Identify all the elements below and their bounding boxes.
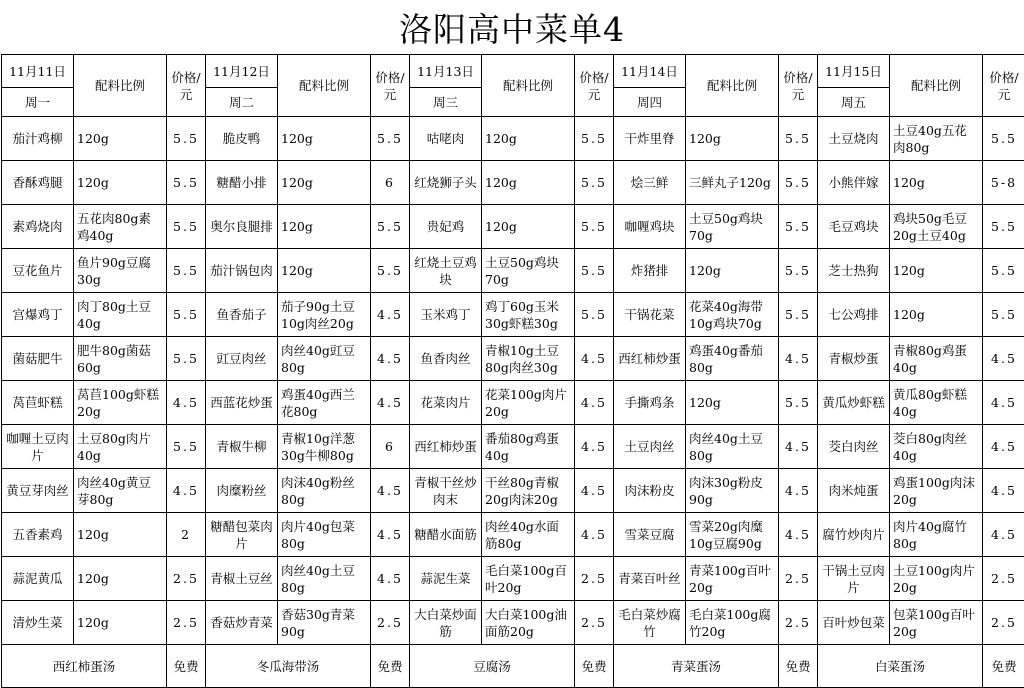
dish-ingredients: 120g	[686, 381, 779, 425]
dish-name: 豇豆肉丝	[206, 337, 278, 381]
soup-name: 西红柿蛋汤	[2, 645, 167, 688]
dish-price: 5-8	[983, 161, 1024, 205]
dish-ingredients: 120g	[278, 249, 371, 293]
table-row	[2, 337, 1024, 381]
dish-ingredients: 土豆50g鸡块70g	[482, 249, 575, 293]
table-row	[2, 513, 1024, 557]
dish-ingredients: 三鲜丸子120g	[686, 161, 779, 205]
dish-name: 贵妃鸡	[410, 205, 482, 249]
table-row	[2, 205, 1024, 249]
dish-ingredients: 茄子90g土豆10g肉丝20g	[278, 293, 371, 337]
dish-name: 糖醋小排	[206, 161, 278, 205]
dish-price: 5.5	[983, 249, 1024, 293]
dish-price: 2.5	[779, 601, 818, 645]
dish-name: 玉米鸡丁	[410, 293, 482, 337]
soup-name: 豆腐汤	[410, 645, 575, 688]
dish-price: 4.5	[575, 513, 614, 557]
day-weekday: 周一	[2, 88, 74, 117]
dish-name: 素鸡烧肉	[2, 205, 74, 249]
menu-table	[1, 54, 1024, 688]
dish-ingredients: 毛白菜100g百叶20g	[482, 557, 575, 601]
ingredients-header: 配料比例	[890, 55, 983, 117]
dish-ingredients: 青椒80g鸡蛋40g	[890, 337, 983, 381]
soup-price: 免费	[167, 645, 206, 688]
dish-ingredients: 毛白菜100g腐竹20g	[686, 601, 779, 645]
dish-price: 2.5	[371, 601, 410, 645]
dish-price: 5.5	[779, 117, 818, 161]
dish-price: 5.5	[167, 293, 206, 337]
dish-ingredients: 120g	[686, 117, 779, 161]
dish-name: 豆花鱼片	[2, 249, 74, 293]
dish-ingredients: 莴苣100g虾糕20g	[74, 381, 167, 425]
dish-ingredients: 鸡蛋100g肉沫20g	[890, 469, 983, 513]
dish-price: 2.5	[983, 557, 1024, 601]
dish-name: 七公鸡排	[818, 293, 890, 337]
dish-name: 茭白肉丝	[818, 425, 890, 469]
table-row	[2, 161, 1024, 205]
dish-name: 小熊伴嫁	[818, 161, 890, 205]
dish-name: 宫爆鸡丁	[2, 293, 74, 337]
dish-ingredients: 肉丝40g黄豆芽80g	[74, 469, 167, 513]
dish-price: 5.5	[167, 205, 206, 249]
dish-price: 5.5	[779, 381, 818, 425]
dish-price: 4.5	[371, 381, 410, 425]
dish-name: 干炸里脊	[614, 117, 686, 161]
table-row	[2, 601, 1024, 645]
dish-ingredients: 肉丝40g水面筋80g	[482, 513, 575, 557]
dish-ingredients: 120g	[74, 557, 167, 601]
dish-price: 4.5	[983, 469, 1024, 513]
dish-price: 2.5	[167, 557, 206, 601]
dish-name: 西红柿炒蛋	[410, 425, 482, 469]
table-row	[2, 117, 1024, 161]
dish-ingredients: 肉丁80g土豆40g	[74, 293, 167, 337]
dish-price: 4.5	[779, 425, 818, 469]
dish-name: 蒜泥黄瓜	[2, 557, 74, 601]
dish-price: 5.5	[779, 161, 818, 205]
dish-ingredients: 番茄80g鸡蛋40g	[482, 425, 575, 469]
dish-price: 6	[371, 161, 410, 205]
price-header: 价格/元	[371, 55, 410, 117]
dish-price: 5.5	[575, 205, 614, 249]
soup-price: 免费	[779, 645, 818, 688]
dish-ingredients: 肉沫30g粉皮90g	[686, 469, 779, 513]
table-row	[2, 249, 1024, 293]
dish-price: 5.5	[983, 293, 1024, 337]
dish-ingredients: 肉丝40g土豆80g	[686, 425, 779, 469]
dish-ingredients: 120g	[74, 161, 167, 205]
day-weekday: 周四	[614, 88, 686, 117]
soup-price: 免费	[983, 645, 1024, 688]
dish-ingredients: 120g	[686, 249, 779, 293]
dish-name: 咕咾肉	[410, 117, 482, 161]
dish-price: 2	[167, 513, 206, 557]
dish-name: 西红柿炒蛋	[614, 337, 686, 381]
dish-name: 黄瓜炒虾糕	[818, 381, 890, 425]
dish-ingredients: 肉丝40g土豆80g	[278, 557, 371, 601]
dish-name: 毛豆鸡块	[818, 205, 890, 249]
dish-name: 红烧土豆鸡块	[410, 249, 482, 293]
dish-price: 5.5	[575, 249, 614, 293]
dish-ingredients: 青菜100g百叶20g	[686, 557, 779, 601]
dish-price: 5.5	[779, 249, 818, 293]
day-date: 11月11日	[2, 55, 74, 88]
dish-name: 肉沫粉皮	[614, 469, 686, 513]
header-row-dates	[2, 55, 1024, 88]
dish-name: 毛白菜炒腐竹	[614, 601, 686, 645]
dish-price: 6	[371, 425, 410, 469]
dish-name: 大白菜炒面筋	[410, 601, 482, 645]
dish-ingredients: 土豆50g鸡块70g	[686, 205, 779, 249]
dish-ingredients: 120g	[890, 161, 983, 205]
price-header: 价格/元	[779, 55, 818, 117]
dish-name: 干锅土豆肉片	[818, 557, 890, 601]
dish-name: 雪菜豆腐	[614, 513, 686, 557]
dish-ingredients: 120g	[278, 117, 371, 161]
dish-ingredients: 120g	[890, 249, 983, 293]
dish-price: 5.5	[167, 425, 206, 469]
dish-name: 手撕鸡条	[614, 381, 686, 425]
ingredients-header: 配料比例	[74, 55, 167, 117]
ingredients-header: 配料比例	[482, 55, 575, 117]
dish-price: 4.5	[167, 381, 206, 425]
dish-name: 鱼香茄子	[206, 293, 278, 337]
dish-name: 鱼香肉丝	[410, 337, 482, 381]
dish-price: 5.5	[779, 205, 818, 249]
dish-name: 肉糜粉丝	[206, 469, 278, 513]
dish-name: 清炒生菜	[2, 601, 74, 645]
soup-price: 免费	[371, 645, 410, 688]
dish-name: 咖喱土豆肉片	[2, 425, 74, 469]
dish-ingredients: 120g	[278, 205, 371, 249]
day-date: 11月13日	[410, 55, 482, 88]
dish-price: 5.5	[575, 161, 614, 205]
dish-name: 红烧狮子头	[410, 161, 482, 205]
dish-ingredients: 雪菜20g肉糜10g豆腐90g	[686, 513, 779, 557]
dish-ingredients: 黄瓜80g虾糕40g	[890, 381, 983, 425]
dish-ingredients: 肉沫40g粉丝80g	[278, 469, 371, 513]
dish-price: 5.5	[371, 205, 410, 249]
dish-name: 黄豆芽肉丝	[2, 469, 74, 513]
dish-name: 肉米炖蛋	[818, 469, 890, 513]
dish-name: 土豆肉丝	[614, 425, 686, 469]
dish-ingredients: 土豆80g肉片40g	[74, 425, 167, 469]
dish-ingredients: 肉丝40g豇豆80g	[278, 337, 371, 381]
dish-ingredients: 五花肉80g素鸡40g	[74, 205, 167, 249]
dish-name: 糖醋包菜肉片	[206, 513, 278, 557]
dish-price: 2.5	[983, 601, 1024, 645]
dish-ingredients: 120g	[74, 117, 167, 161]
price-header: 价格/元	[575, 55, 614, 117]
dish-price: 4.5	[575, 425, 614, 469]
dish-ingredients: 土豆40g五花肉80g	[890, 117, 983, 161]
dish-name: 糖醋水面筋	[410, 513, 482, 557]
dish-ingredients: 鸡蛋40g番茄80g	[686, 337, 779, 381]
dish-name: 香酥鸡腿	[2, 161, 74, 205]
dish-ingredients: 干丝80g青椒20g肉沫20g	[482, 469, 575, 513]
dish-price: 5.5	[371, 117, 410, 161]
dish-name: 茄汁锅包肉	[206, 249, 278, 293]
dish-ingredients: 120g	[74, 513, 167, 557]
dish-price: 4.5	[983, 513, 1024, 557]
dish-ingredients: 青椒10g土豆80g肉丝30g	[482, 337, 575, 381]
dish-ingredients: 肉片40g腐竹80g	[890, 513, 983, 557]
dish-price: 2.5	[575, 557, 614, 601]
dish-price: 5.5	[371, 249, 410, 293]
dish-price: 5.5	[167, 249, 206, 293]
dish-price: 5.5	[983, 117, 1024, 161]
dish-name: 西蓝花炒蛋	[206, 381, 278, 425]
dish-name: 土豆烧肉	[818, 117, 890, 161]
dish-name: 青菜百叶丝	[614, 557, 686, 601]
dish-name: 莴苣虾糕	[2, 381, 74, 425]
dish-ingredients: 香菇30g青菜90g	[278, 601, 371, 645]
soup-name: 白菜蛋汤	[818, 645, 983, 688]
dish-price: 5.5	[779, 293, 818, 337]
table-row	[2, 557, 1024, 601]
dish-price: 5.5	[575, 293, 614, 337]
dish-name: 芝士热狗	[818, 249, 890, 293]
dish-ingredients: 茭白80g肉丝40g	[890, 425, 983, 469]
day-date: 11月12日	[206, 55, 278, 88]
dish-ingredients: 120g	[278, 161, 371, 205]
table-row	[2, 293, 1024, 337]
price-header: 价格/元	[983, 55, 1024, 117]
dish-ingredients: 土豆100g肉片20g	[890, 557, 983, 601]
dish-price: 4.5	[983, 337, 1024, 381]
day-date: 11月14日	[614, 55, 686, 88]
table-row	[2, 425, 1024, 469]
dish-ingredients: 花菜40g海带10g鸡块70g	[686, 293, 779, 337]
dish-ingredients: 花菜100g肉片20g	[482, 381, 575, 425]
soup-price: 免费	[575, 645, 614, 688]
dish-ingredients: 包菜100g百叶20g	[890, 601, 983, 645]
dish-price: 4.5	[779, 337, 818, 381]
dish-name: 炸猪排	[614, 249, 686, 293]
soup-row	[2, 645, 1024, 688]
dish-name: 青椒牛柳	[206, 425, 278, 469]
dish-ingredients: 肉片40g包菜80g	[278, 513, 371, 557]
dish-name: 蒜泥生菜	[410, 557, 482, 601]
dish-name: 五香素鸡	[2, 513, 74, 557]
day-weekday: 周五	[818, 88, 890, 117]
dish-ingredients: 120g	[482, 161, 575, 205]
dish-price: 5.5	[983, 205, 1024, 249]
dish-price: 4.5	[983, 425, 1024, 469]
dish-ingredients: 120g	[74, 601, 167, 645]
dish-name: 青椒炒蛋	[818, 337, 890, 381]
dish-ingredients: 120g	[482, 117, 575, 161]
dish-name: 香菇炒青菜	[206, 601, 278, 645]
dish-price: 5.5	[575, 117, 614, 161]
day-weekday: 周二	[206, 88, 278, 117]
dish-name: 花菜肉片	[410, 381, 482, 425]
dish-ingredients: 鱼片90g豆腐30g	[74, 249, 167, 293]
ingredients-header: 配料比例	[278, 55, 371, 117]
dish-price: 4.5	[575, 469, 614, 513]
dish-price: 4.5	[983, 381, 1024, 425]
day-weekday: 周三	[410, 88, 482, 117]
dish-price: 4.5	[779, 469, 818, 513]
dish-ingredients: 120g	[890, 293, 983, 337]
dish-price: 5.5	[167, 337, 206, 381]
dish-price: 4.5	[371, 557, 410, 601]
dish-price: 2.5	[167, 601, 206, 645]
dish-name: 百叶炒包菜	[818, 601, 890, 645]
table-row	[2, 469, 1024, 513]
dish-price: 4.5	[371, 469, 410, 513]
dish-name: 青椒干丝炒肉末	[410, 469, 482, 513]
dish-name: 奥尔良腿排	[206, 205, 278, 249]
day-date: 11月15日	[818, 55, 890, 88]
dish-price: 4.5	[371, 513, 410, 557]
dish-name: 茄汁鸡柳	[2, 117, 74, 161]
table-row	[2, 381, 1024, 425]
dish-name: 青椒土豆丝	[206, 557, 278, 601]
dish-price: 4.5	[167, 469, 206, 513]
price-header: 价格/元	[167, 55, 206, 117]
dish-name: 腐竹炒肉片	[818, 513, 890, 557]
dish-ingredients: 肥牛80g菌菇60g	[74, 337, 167, 381]
ingredients-header: 配料比例	[686, 55, 779, 117]
dish-price: 5.5	[167, 117, 206, 161]
dish-ingredients: 鸡丁60g玉米30g虾糕30g	[482, 293, 575, 337]
dish-price: 4.5	[575, 337, 614, 381]
dish-name: 菌菇肥牛	[2, 337, 74, 381]
dish-name: 脆皮鸭	[206, 117, 278, 161]
dish-name: 咖喱鸡块	[614, 205, 686, 249]
dish-price: 4.5	[779, 513, 818, 557]
dish-price: 4.5	[371, 293, 410, 337]
dish-price: 4.5	[371, 337, 410, 381]
dish-ingredients: 鸡蛋40g西兰花80g	[278, 381, 371, 425]
dish-ingredients: 青椒10g洋葱30g牛柳80g	[278, 425, 371, 469]
dish-name: 烩三鲜	[614, 161, 686, 205]
soup-name: 青菜蛋汤	[614, 645, 779, 688]
dish-price: 2.5	[575, 601, 614, 645]
page-title: 洛阳高中菜单4	[399, 9, 625, 49]
soup-name: 冬瓜海带汤	[206, 645, 371, 688]
dish-ingredients: 鸡块50g毛豆20g土豆40g	[890, 205, 983, 249]
dish-name: 干锅花菜	[614, 293, 686, 337]
dish-ingredients: 120g	[482, 205, 575, 249]
dish-ingredients: 大白菜100g油面筋20g	[482, 601, 575, 645]
dish-price: 2.5	[779, 557, 818, 601]
dish-price: 5.5	[167, 161, 206, 205]
dish-price: 4.5	[575, 381, 614, 425]
